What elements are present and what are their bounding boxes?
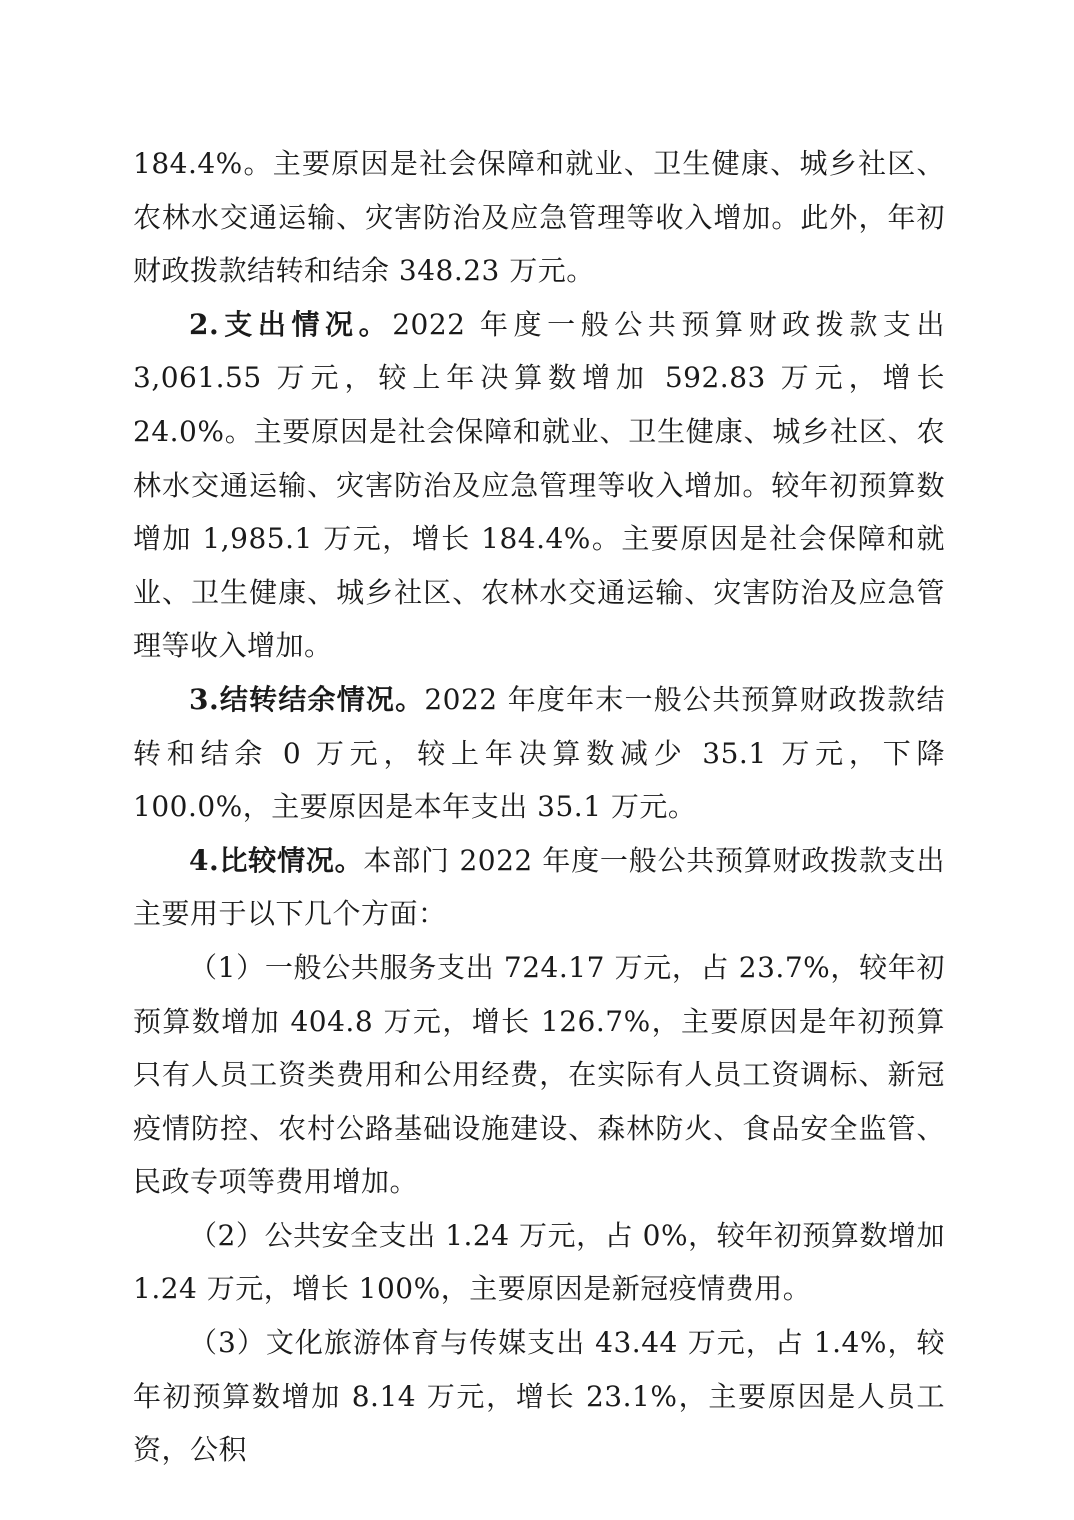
paragraph-item-1 bbox=[133, 941, 945, 1209]
paragraph-carryover bbox=[133, 673, 945, 834]
paragraph-text: 2022 年度年末一般公共预算财政拨款结转和结余 0 万元，较上年决算数减少 35.1 万元，下降 100.0%，主要原因是本年支出 35.1 万元。 bbox=[133, 682, 945, 824]
paragraph-text: 本部门 2022 年度一般公共预算财政拨款支出主要用于以下几个方面： bbox=[133, 843, 946, 931]
paragraph-text: （2）公共安全支出 1.24 万元，占 0%，较年初预算数增加 1.24 万元，增长 100%，主要原因是新冠疫情费用。 bbox=[133, 1218, 945, 1306]
paragraph-text: 184.4%。主要原因是社会保障和就业、卫生健康、城乡社区、农林水交通运输、灾害防治及应急管理等收入增加。此外，年初财政拨款结转和结余 348.23 万元。 bbox=[133, 147, 945, 288]
paragraph-text: （3）文化旅游体育与传媒支出 43.44 万元，占 1.4%，较年初预算数增加 8.14 万元，增长 23.1%，主要原因是人员工资，公积 bbox=[133, 1326, 945, 1467]
section-heading: 2.支出情况。 bbox=[189, 307, 393, 341]
section-heading: 3.结转结余情况。 bbox=[189, 682, 425, 716]
paragraph-comparison bbox=[133, 834, 945, 941]
section-heading: 4.比较情况。 bbox=[189, 843, 364, 877]
paragraph-item-2 bbox=[133, 1209, 945, 1316]
paragraph-item-3 bbox=[133, 1316, 945, 1477]
paragraph-text: 2022 年度一般公共预算财政拨款支出 3,061.55 万元，较上年决算数增加 592.83 万元，增长 24.0%。主要原因是社会保障和就业、卫生健康、城乡社区、农林水交通运输、灾害防治及应急管理等收入增加。较年初预算数增加 1,985.1 万元，增长 184.4%。主要原因是社会保障和就业、卫生健康、城乡社区、农林水交通运输、灾害防治及应急管理等收入增加。 bbox=[133, 307, 945, 663]
paragraph-text: （1）一般公共服务支出 724.17 万元，占 23.7%，较年初预算数增加 404.8 万元，增长 126.7%，主要原因是年初预算只有人员工资类费用和公用经费，在实际有人员工资调标、新冠疫情防控、农村公路基础设施建设、森林防火、食品安全监管、民政专项等费用增加。 bbox=[133, 950, 945, 1199]
document-body bbox=[133, 137, 945, 1477]
paragraph-expenditure bbox=[133, 298, 945, 673]
paragraph-continuation bbox=[133, 137, 945, 298]
